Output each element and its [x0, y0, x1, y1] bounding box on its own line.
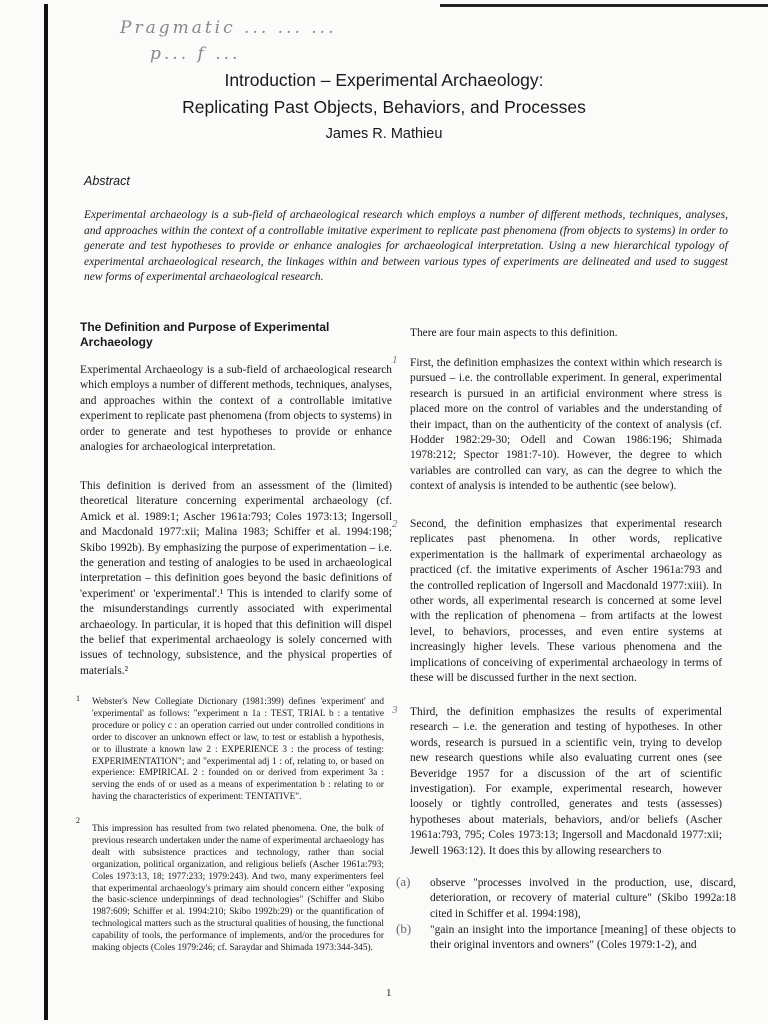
handwritten-note-2: p... f ... [150, 44, 241, 64]
right-paragraph-third: Third, the definition emphasizes the results of experimental research – i.e. the generation and testing of hypotheses. In other words, research is pursued in a scientific vein, trying to develop new research questions while also evaluating current ones (see Beveridge 1957 for a discussion of the art of scientific investigation). For example, experimental research, however loosely or tightly controlled, generates and tests (assesses) hypotheses about materials, behaviors, and/or beliefs (Ascher 1961a:793, 795; Coles 1973:13; Ingersoll and Macdonald 1977:xii; Jewell 1963:12). It does this by allowing researchers to [410, 706, 722, 857]
bullet-item-1: observe "processes involved in the production, use, discard, deterioration, or recovery of material culture" (Skibo 1992a:18 cited in Schiffer et al. 1994:198), [430, 877, 736, 920]
margin-number-3: 3 [392, 704, 398, 716]
paper-title-line1: Introduction – Experimental Archaeology: [224, 70, 544, 90]
scan-edge-top [440, 4, 768, 7]
author-name: James R. Mathieu [325, 126, 443, 142]
section-heading: The Definition and Purpose of Experimental Archaeology [80, 320, 330, 349]
right-paragraph-second: Second, the definition emphasizes that experimental research replicates past phenomena. In other words, replicative experimentation is the hallmark of experimental archaeology as practiced (cf. the imitative experiments of Ascher 1961a:793 and the controlled replication of Ingersoll and Macdonald 1977:xiii). In other words, all experimental research is concerned at some level with the replication of phenomena – from artifacts at the lowest level, to behaviors, processes, and even entire systems at increasingly higher levels. These various phenomena and the implications of conceiving of experimental archaeology in terms of these will be discussed further in the next section. [410, 518, 722, 685]
left-paragraph-1: Experimental Archaeology is a sub-field of archaeological research which employs a number of different methods, techniques, analyses, and approaches within the context of a controllable imitative experiment to replicate past phenomena (from objects to systems) in order to generate and test hypotheses to provide or enhance analogies for archaeological interpretation. [80, 364, 393, 454]
abstract-heading: Abstract [84, 174, 130, 188]
bullet-marker-a: (a) [396, 874, 411, 889]
abstract-body: Experimental archaeology is a sub-field of archaeological research which employs a number of different methods, techniques, analyses, and approaches within the context of a controllable imitative experiment to replicate past phenomena (from objects to systems) in order to generate and test hypotheses to provide or enhance analogies for archaeological interpretation. Using a new hierarchical typology of experimental archaeological research, the linkages within and between various types of experiments are delineated and used to suggest new forms of experimental archaeological research. [84, 209, 728, 283]
left-paragraph-2: This definition is derived from an assessment of the (limited) theoretical literature concerning experimental archaeology (cf. Amick et al. 1989:1; Ascher 1961a:793; Coles 1973:13; Ingersoll and Macdonald 1977:xii; Malina 1983; Schiffer et al. 1994:198; Skibo 1992b). By emphasizing the purpose of experimentation – i.e. the generation and testing of analogies to be used in archaeological interpretation – this definition goes beyond the basic definitions of 'experiment' or 'experimental'.¹ This is intended to clarify some of the misunderstandings currently associated with experimental archaeology. In particular, it is hoped that this definition will dispel the belief that experimental archaeology is solely concerned with issues of technology, subsistence, and the physical properties of materials.² [80, 480, 392, 677]
bullet-marker-b: (b) [396, 921, 412, 936]
margin-number-2: 2 [392, 518, 398, 530]
scan-edge-left [44, 4, 48, 1020]
margin-number-1: 1 [392, 354, 398, 366]
right-paragraph-first: First, the definition emphasizes the context within which research is pursued – i.e. the controllable experiment. In general, experimental research is pursued in an artificial environment where stress is placed more on the control of variables and the understanding of their impact, than on the authenticity of the context of analysis (cf. Hodder 1982:29-30; Odell and Cowan 1986:196; Shimada 1978:212; Spector 1981:7-10). However, the degree to which variables are controlled can vary, as can the degree to which the context of analysis is intended to be authentic (see below). [410, 357, 722, 493]
footnote-1: Webster's New Collegiate Dictionary (1981:399) defines 'experiment' and 'experimental' as follows: "experiment n 1a : TEST, TRIAL b : a tentative procedure or policy c : an operation carried out under controlled conditions in order to discover an unknown effect or law, to test or establish a hypothesis, or to illustrate a known law 2 : EXPERIENCE 3 : the process of testing: EXPERIMENTATION"; and "experimental adj 1 : of, relating to, or based on experience: EMPIRICAL 2 : founded on or derived from experiment 3a : serving the ends of or used as a means of experimentation b : relating to or having the characteristics of experiment: TENTATIVE". [92, 697, 384, 803]
bullet-item-2: "gain an insight into the importance [meaning] of these objects to their original inventors and owners" (Coles 1979:1-2), and [430, 924, 736, 952]
paper-title-line2: Replicating Past Objects, Behaviors, and Processes [182, 97, 586, 117]
footnote-2: This impression has resulted from two related phenomena. One, the bulk of previous research undertaken under the name of experimental archaeology has dealt with subsistence practices and technology, rather than social organization, political organization, and religious beliefs (Ascher 1961a:793; Coles 1973:13, 18; 1977:233; 1979:243). And two, many experimenters feel that experimental archaeology's primary aim should concern either "exposing the basic-science underpinnings of dead technologies" (Schiffer and Skibo 1987:609; Schiffer et al. 1994:210; Skibo 1992b:29) or the quantification of technological matters such as the structural qualities of housing, the functional capability of tools, the performance of implements, and/or the procedures for making objects (Coles 1979:246; cf. Saraydar and Shimada 1973:344-345). [92, 824, 384, 954]
footnote-2-marker: 2 [76, 816, 80, 825]
right-intro: There are four main aspects to this definition. [410, 327, 618, 339]
page-number: 1 [386, 987, 392, 999]
handwritten-note: Pragmatic ... ... ... [120, 18, 337, 38]
footnote-1-marker: 1 [76, 694, 80, 703]
